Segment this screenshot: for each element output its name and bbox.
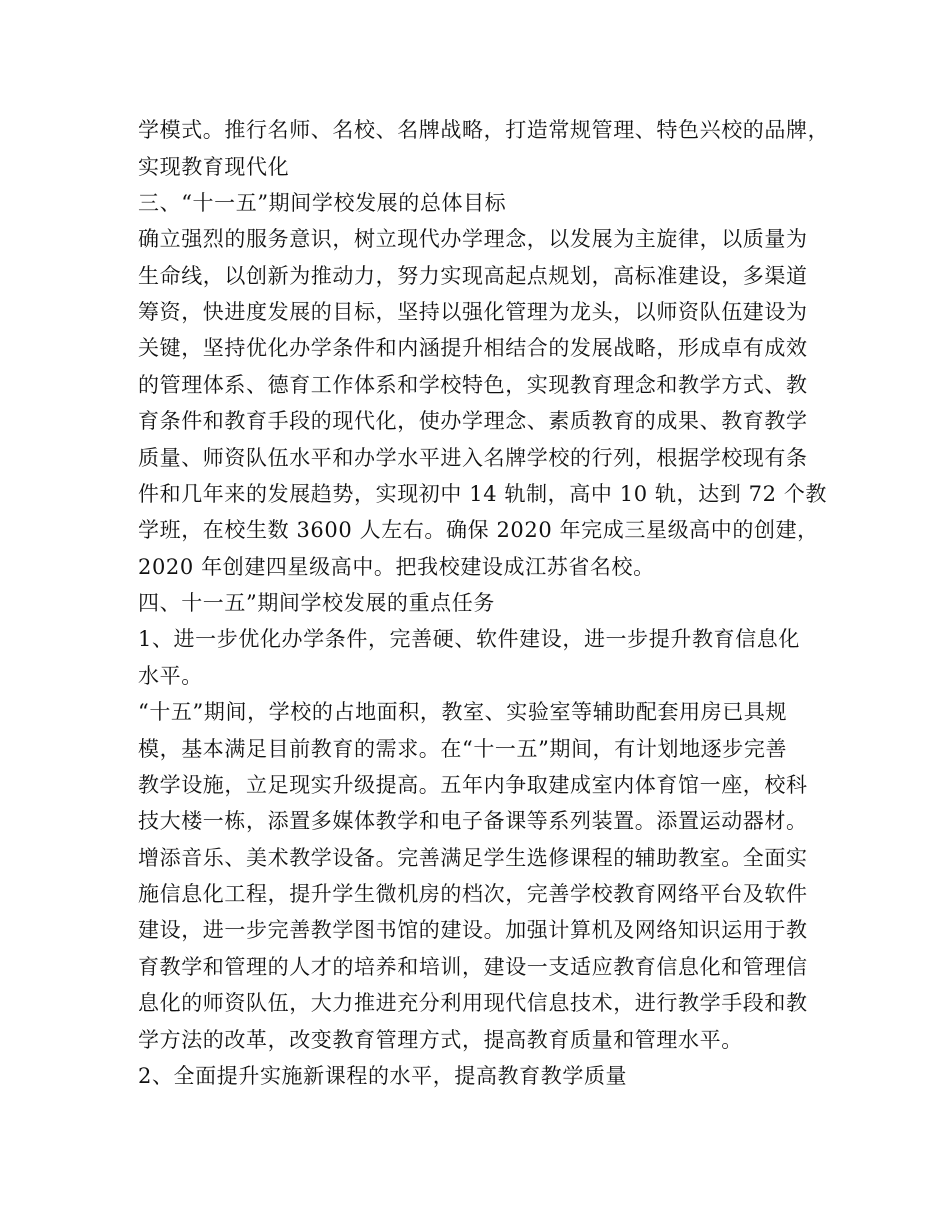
text-line: 施信息化工程，提升学生微机房的档次，完善学校教育网络平台及软件 bbox=[138, 882, 808, 906]
text-line: 2、全面提升实施新课程的水平，提高教育教学质量 bbox=[138, 1064, 628, 1088]
text-line: 件和几年来的发展趋势，实现初中 14 轨制，高中 10 轨，达到 72 个教 bbox=[138, 482, 828, 506]
text-line: 实现教育现代化 bbox=[138, 155, 290, 179]
text-line: 质量、师资队伍水平和办学水平进入名牌学校的行列，根据学校现有条 bbox=[138, 446, 808, 470]
text-line: 1、进一步优化办学条件，完善硬、软件建设，进一步提升教育信息化 bbox=[138, 627, 800, 651]
text-line: 学班，在校生数 3600 人左右。确保 2020 年完成三星级高中的创建， bbox=[138, 518, 819, 542]
text-line: 技大楼一栋，添置多媒体教学和电子备课等系列装置。添置运动器材。 bbox=[138, 809, 808, 833]
text-line: 水平。 bbox=[138, 664, 203, 688]
text-line: 生命线，以创新为推动力，努力实现高起点规划，高标准建设，多渠道 bbox=[138, 264, 808, 288]
text-line: 育教学和管理的人才的培养和培训，建设一支适应教育信息化和管理信 bbox=[138, 955, 808, 979]
text-line: 增添音乐、美术教学设备。完善满足学生选修课程的辅助教室。全面实 bbox=[138, 846, 808, 870]
section-heading: 三、“十一五”期间学校发展的总体目标 bbox=[138, 191, 507, 215]
text-line: 建设，进一步完善教学图书馆的建设。加强计算机及网络知识运用于教 bbox=[138, 918, 808, 942]
text-line: “十五”期间，学校的占地面积，教室、实验室等辅助配套用房已具规 bbox=[138, 700, 788, 724]
text-line: 育条件和教育手段的现代化，使办学理念、素质教育的成果、教育教学 bbox=[138, 409, 808, 433]
text-line: 2020 年创建四星级高中。把我校建设成江苏省名校。 bbox=[138, 555, 655, 579]
text-line: 的管理体系、德育工作体系和学校特色，实现教育理念和教学方式、教 bbox=[138, 373, 808, 397]
text-line: 教学设施，立足现实升级提高。五年内争取建成室内体育馆一座，校科 bbox=[138, 773, 808, 797]
text-line: 模，基本满足目前教育的需求。在“十一五”期间，有计划地逐步完善 bbox=[138, 737, 788, 761]
section-heading: 四、十一五”期间学校发展的重点任务 bbox=[138, 591, 495, 615]
text-line: 确立强烈的服务意识，树立现代办学理念，以发展为主旋律，以质量为 bbox=[138, 227, 808, 251]
text-line: 学模式。推行名师、名校、名牌战略，打造常规管理、特色兴校的品牌， bbox=[138, 118, 830, 142]
text-line: 息化的师资队伍，大力推进充分利用现代信息技术，进行教学手段和教 bbox=[138, 991, 808, 1015]
text-line: 筹资，快进度发展的目标，坚持以强化管理为龙头，以师资队伍建设为 bbox=[138, 300, 808, 324]
text-line: 关键，坚持优化办学条件和内涵提升相结合的发展战略，形成卓有成效 bbox=[138, 336, 808, 360]
text-line: 学方法的改革，改变教育管理方式，提高教育质量和管理水平。 bbox=[138, 1028, 743, 1052]
